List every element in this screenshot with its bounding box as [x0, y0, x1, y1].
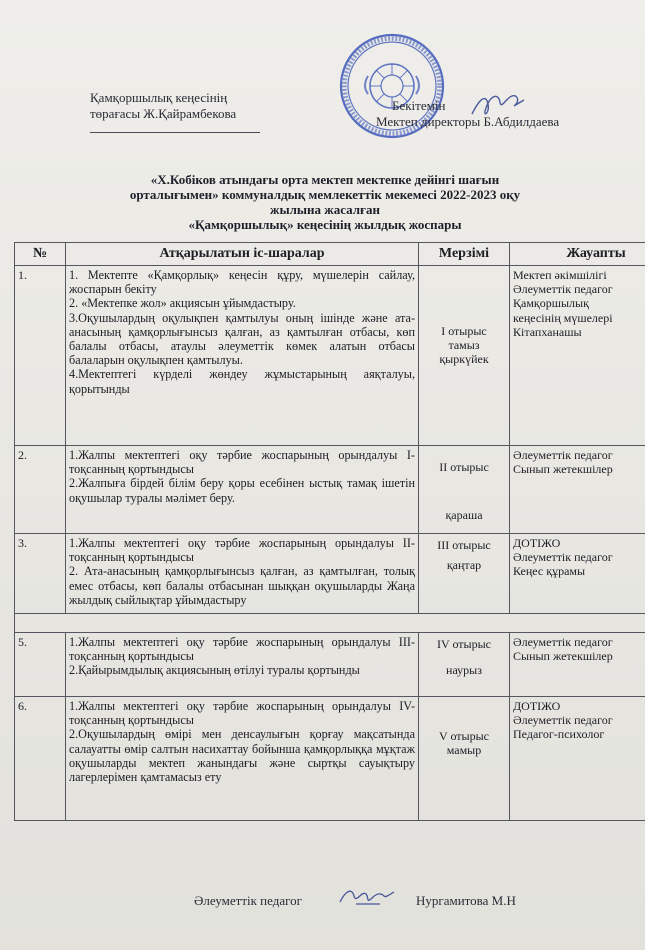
- action-item: 2.Оқушылардың өмірі мен денсаулығын қорғау мақсатында салауатты өмір салтын насихаттау бойынша қамқорлыққа мұқтаж оқушыларды мектеп жанындағы және сыртқы сауықтыру лагерлерімен қамтамасыз ету: [69, 727, 415, 785]
- header-responsible: Жауапты: [510, 243, 645, 266]
- header-date: Мерзімі: [419, 243, 510, 266]
- responsible-item: Әлеуметтік педагог: [513, 282, 613, 297]
- row-actions: [66, 697, 419, 821]
- row-date: [419, 446, 510, 534]
- responsible-item: ДОТІЖО: [513, 699, 561, 713]
- row-responsible: [510, 446, 645, 534]
- row-responsible: [510, 534, 645, 614]
- header-actions: Атқарылатын іс-шаралар: [66, 243, 419, 266]
- council-chair-title: Қамқоршылық кеңесінің: [90, 90, 228, 105]
- responsible-item: Педагог-психолог: [513, 727, 605, 742]
- responsible-item: ДОТІЖО: [513, 536, 561, 550]
- action-item: 1.Жалпы мектептегі оқу тәрбие жоспарының орындалуы II-тоқсанның қортындысы: [69, 536, 415, 565]
- responsible-item: Сынып жетекшілер: [513, 649, 613, 664]
- responsible-item: Әлеуметтік педагог: [513, 448, 613, 462]
- action-item: 3.Оқушылардың оқулықпен қамтылуы оның ішінде және ата-анасының қамқорлығынсыз қалған, аз қамтылған отбасы, көп балалы отбасы, атаулы әлеуметтік көмек алатын отбасы балаларын оқулықпен қамтылуы.: [69, 310, 415, 368]
- month-label: наурыз: [446, 663, 482, 678]
- session-label: III отырыс: [437, 538, 491, 552]
- action-item: 2.Қайырымдылық акциясының өтілуі туралы қортынды: [69, 663, 360, 678]
- row-number: 3.: [15, 534, 66, 614]
- action-item: 2. Ата-анасының қамқорлығынсыз қалған, аз қамтылған, толық емес отбасы, көп балалы отбасынан шыққан оқушыларды Жаңа жылдық сыйлықтар ұйымдастыру: [69, 564, 415, 607]
- social-pedagogue-title: Әлеуметтік педагог: [194, 893, 302, 908]
- spacer-cell: [15, 614, 645, 633]
- action-item: 1.Жалпы мектептегі оқу тәрбие жоспарының орындалуы I-тоқсанның қортындысы: [69, 448, 415, 477]
- pedagogue-signature: [336, 884, 396, 910]
- action-item: 2. «Мектепке жол» акциясын ұйымдастыру.: [69, 296, 296, 311]
- title-line-2: орталығымен» коммуналдық мемлекеттік мекемесі 2022-2023 оқу: [129, 187, 521, 202]
- table-row: [15, 266, 645, 446]
- action-item: 1. Мектепте «Қамқорлық» кеңесін құру, мүшелерін сайлау, жоспарын бекіту: [69, 268, 415, 297]
- table-row: [15, 446, 645, 534]
- month-label: қыркүйек: [439, 352, 489, 367]
- row-actions: [66, 633, 419, 697]
- session-label: IV отырыс: [437, 637, 491, 651]
- row-number: 2.: [15, 446, 66, 534]
- table-row: [15, 534, 645, 614]
- document-title: [120, 172, 530, 232]
- responsible-item: Кітапханашы: [513, 324, 582, 339]
- responsible-item: Қамқоршылық: [513, 296, 589, 311]
- responsible-item: Кеңес құрамы: [513, 564, 586, 579]
- approval-left-block: [90, 90, 270, 133]
- director-name: Мектеп директоры Б.Абдилдаева: [376, 114, 560, 129]
- row-responsible: [510, 266, 645, 446]
- approve-label: Бекітемін: [392, 98, 446, 113]
- month-label: мамыр: [446, 743, 482, 758]
- row-date: [419, 534, 510, 614]
- title-line-1: «Х.Кобіков атындағы орта мектеп мектепке дейінгі шағын: [150, 172, 500, 187]
- action-item: 2.Жалпыға бірдей білім беру қоры есебінен ыстық тамақ ішетін оқушылар туралы мәлімет беру.: [69, 476, 415, 505]
- table-spacer-row: [15, 614, 645, 633]
- title-line-3: жылына жасалған: [270, 202, 380, 217]
- row-actions: [66, 534, 419, 614]
- month-label: қараша: [445, 508, 483, 523]
- month-label: қаңтар: [446, 558, 482, 573]
- session-label: I отырыс: [441, 324, 487, 338]
- social-pedagogue-name: Нургамитова М.Н: [416, 893, 516, 908]
- responsible-item: Әлеуметтік педагог: [513, 550, 613, 565]
- annual-plan-table: [14, 242, 645, 821]
- row-date: [419, 266, 510, 446]
- action-item: 1.Жалпы мектептегі оқу тәрбие жоспарының орындалуы IV-тоқсанның қортындысы: [69, 699, 415, 728]
- session-label: V отырыс: [439, 729, 489, 743]
- table-header-row: [15, 243, 645, 266]
- table-row: [15, 633, 645, 697]
- row-number: 6.: [15, 697, 66, 821]
- responsible-item: Мектеп әкімшілігі: [513, 268, 607, 282]
- signature-line: [90, 132, 260, 133]
- responsible-item: кеңесінің мүшелері: [513, 310, 613, 325]
- row-number: 5.: [15, 633, 66, 697]
- action-item: 4.Мектептегі күрделі жөндеу жұмыстарының аяқталуы, қорытынды: [69, 367, 415, 396]
- table-row: [15, 697, 645, 821]
- month-label: тамыз: [448, 338, 480, 353]
- responsible-item: Әлеуметтік педагог: [513, 713, 613, 728]
- session-label: II отырыс: [439, 460, 489, 474]
- row-responsible: [510, 633, 645, 697]
- header-number: №: [15, 243, 66, 266]
- approval-right-block: [376, 98, 636, 130]
- row-date: [419, 633, 510, 697]
- council-chair-name: төрағасы Ж.Қайрамбекова: [90, 106, 237, 121]
- row-responsible: [510, 697, 645, 821]
- row-number: 1.: [15, 266, 66, 446]
- row-actions: [66, 446, 419, 534]
- title-line-4: «Қамқоршылық» кеңесінің жылдық жоспары: [188, 217, 462, 232]
- action-item: 1.Жалпы мектептегі оқу тәрбие жоспарының орындалуы III-тоқсанның қортындысы: [69, 635, 415, 664]
- row-actions: [66, 266, 419, 446]
- row-date: [419, 697, 510, 821]
- responsible-item: Әлеуметтік педагог: [513, 635, 613, 649]
- responsible-item: Сынып жетекшілер: [513, 462, 613, 477]
